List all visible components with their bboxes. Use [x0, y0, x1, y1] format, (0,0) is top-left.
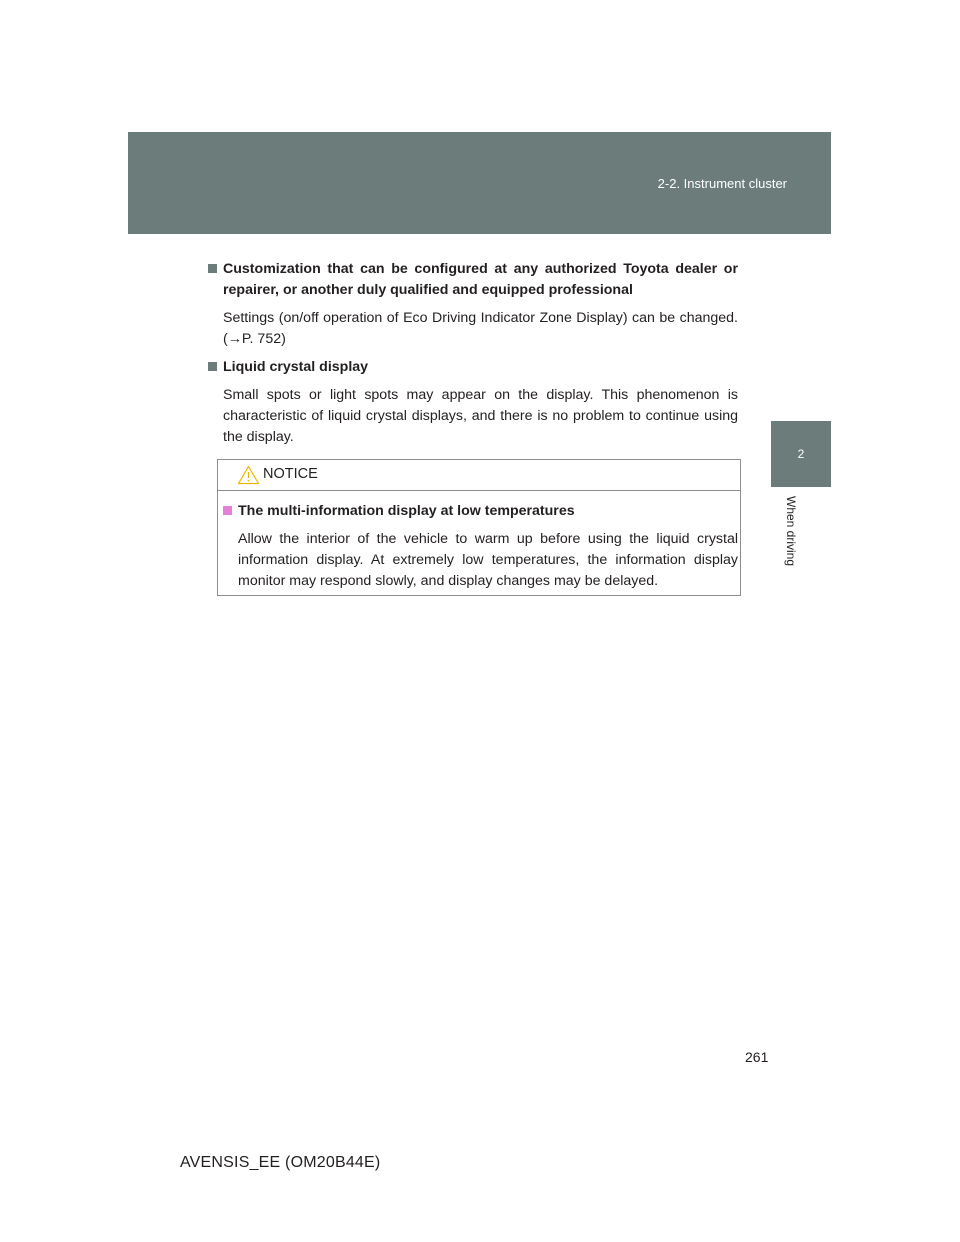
chapter-tab: 2 [771, 421, 831, 487]
square-bullet-icon [208, 264, 217, 273]
header-band [128, 132, 831, 234]
list-item [208, 259, 738, 350]
item-title: Liquid crystal display [223, 359, 369, 375]
notice-header [218, 460, 740, 491]
notice-label: NOTICE [263, 466, 318, 482]
section-label: 2-2. Instrument cluster [657, 176, 787, 191]
item-title: Customization that can be configured at any authorized Toyota dealer or repairer, or another duly qualified and equipped professional [223, 261, 738, 298]
main-content [208, 259, 738, 455]
square-bullet-icon [223, 506, 232, 515]
item-description: Settings (on/off operation of Eco Driving Indicator Zone Display) can be changed. (→P. 752) [223, 310, 738, 347]
notice-body [218, 491, 740, 592]
list-item [208, 357, 738, 448]
notice-title: The multi-information display at low temperatures [238, 503, 575, 519]
warning-triangle-icon [237, 465, 260, 485]
document-code: AVENSIS_EE (OM20B44E) [180, 1154, 381, 1171]
notice-item [223, 501, 738, 592]
page-number: 261 [745, 1049, 769, 1065]
chapter-title: When driving [784, 496, 798, 567]
notice-box [217, 459, 741, 596]
square-bullet-icon [208, 362, 217, 371]
notice-description: Allow the interior of the vehicle to warm up before using the liquid crystal information display. At extremely low temperatures, the information display monitor may respond slowly, and display changes may be delayed. [238, 531, 738, 589]
item-description: Small spots or light spots may appear on the display. This phenomenon is characteristic of liquid crystal displays, and there is no problem to continue using the display. [223, 387, 738, 445]
